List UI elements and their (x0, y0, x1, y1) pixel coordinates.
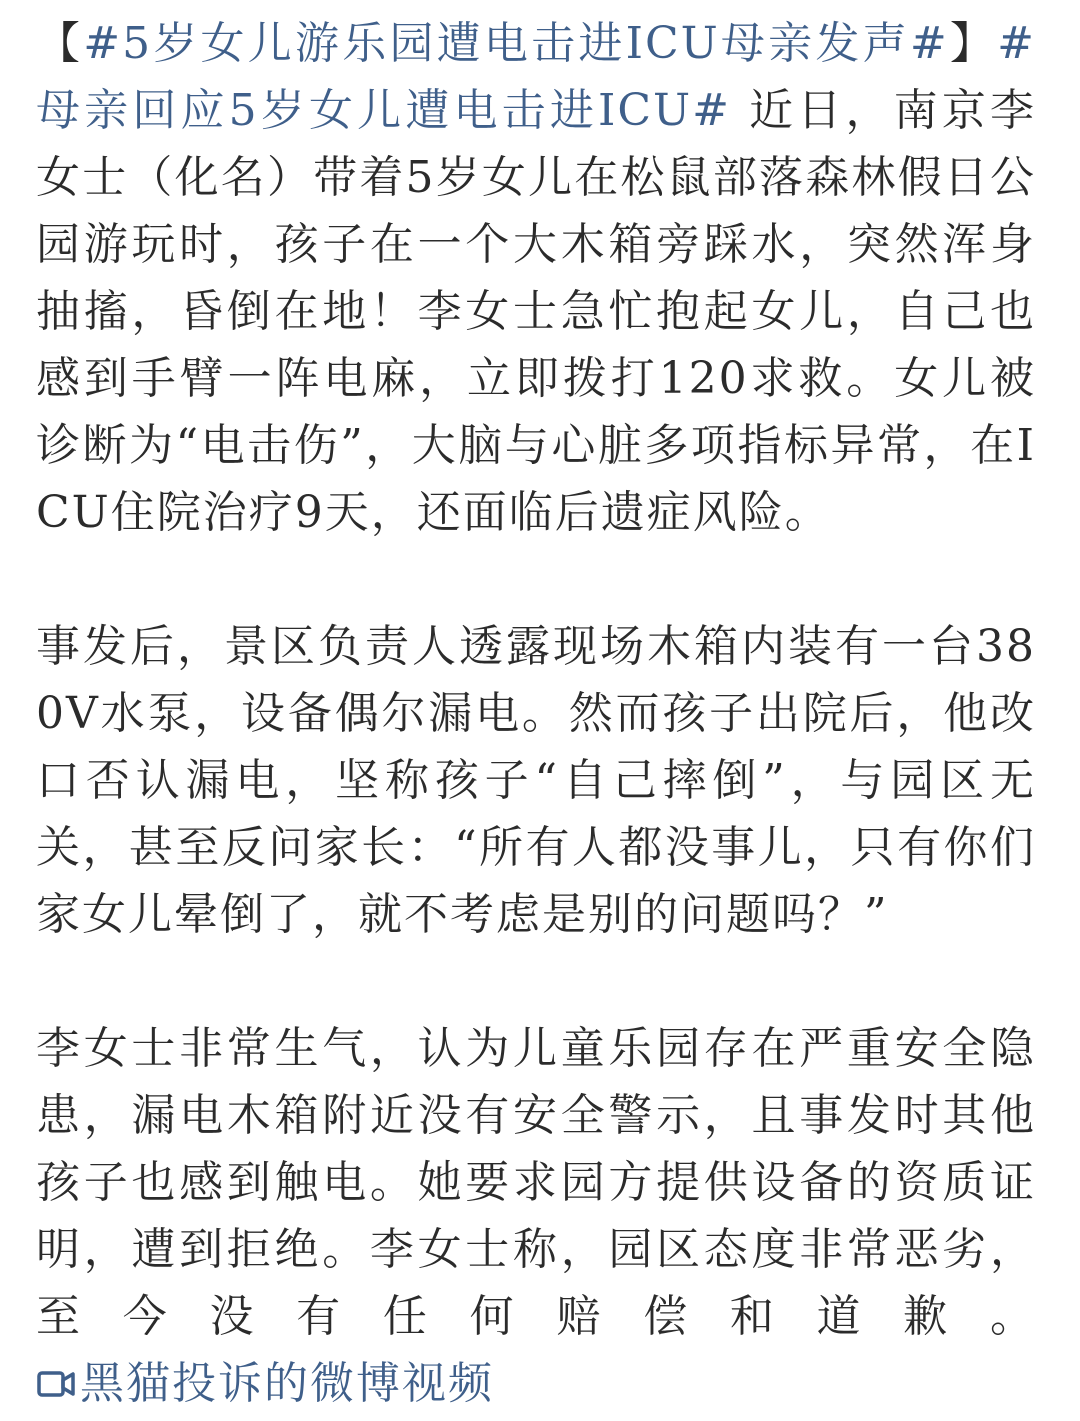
paragraph-spacer (36, 546, 1036, 613)
paragraph-spacer (36, 948, 1036, 1015)
topic-link-1[interactable]: #5岁女儿游乐园遭电击进ICU母亲发声# (83, 18, 949, 69)
paragraph-1 (36, 10, 1036, 546)
paragraph-2 (36, 613, 1036, 948)
paragraph-3 (36, 1015, 1036, 1417)
bracket-close: 】 (948, 18, 998, 69)
video-link-label: 黑猫投诉的微博视频 (80, 1358, 494, 1409)
video-link[interactable] (36, 1358, 494, 1409)
paragraph-3-text: 李女士非常生气，认为儿童乐园存在严重安全隐患，漏电木箱附近没有安全警示，且事发时其他孩子也感到触电。她要求园方提供设备的资质证明，遭到拒绝。李女士称，园区态度非常恶劣，至今没有任何赔偿和道歉。 (36, 1023, 1036, 1342)
video-camera-icon (36, 1354, 76, 1390)
bracket-open: 【 (36, 18, 84, 69)
paragraph-1-text: 近日，南京李女士（化名）带着5岁女儿在松鼠部落森林假日公园游玩时，孩子在一个大木箱旁踩水，突然浑身抽搐，昏倒在地！李女士急忙抱起女儿，自己也感到手臂一阵电麻，立即拨打120求救。女儿被诊断为“电击伤”，大脑与心脏多项指标异常，在ICU住院治疗9天，还面临后遗症风险。 (36, 85, 1036, 538)
paragraph-2-text: 事发后，景区负责人透露现场木箱内装有一台380V水泵，设备偶尔漏电。然而孩子出院后，他改口否认漏电，坚称孩子“自己摔倒”，与园区无关，甚至反问家长：“所有人都没事儿，只有你们家女儿晕倒了，就不考虑是别的问题吗？” (36, 621, 1036, 940)
topic-link-2[interactable]: #母亲回应5岁女儿遭电击进ICU# (36, 18, 1037, 136)
post-body (36, 10, 1036, 1417)
